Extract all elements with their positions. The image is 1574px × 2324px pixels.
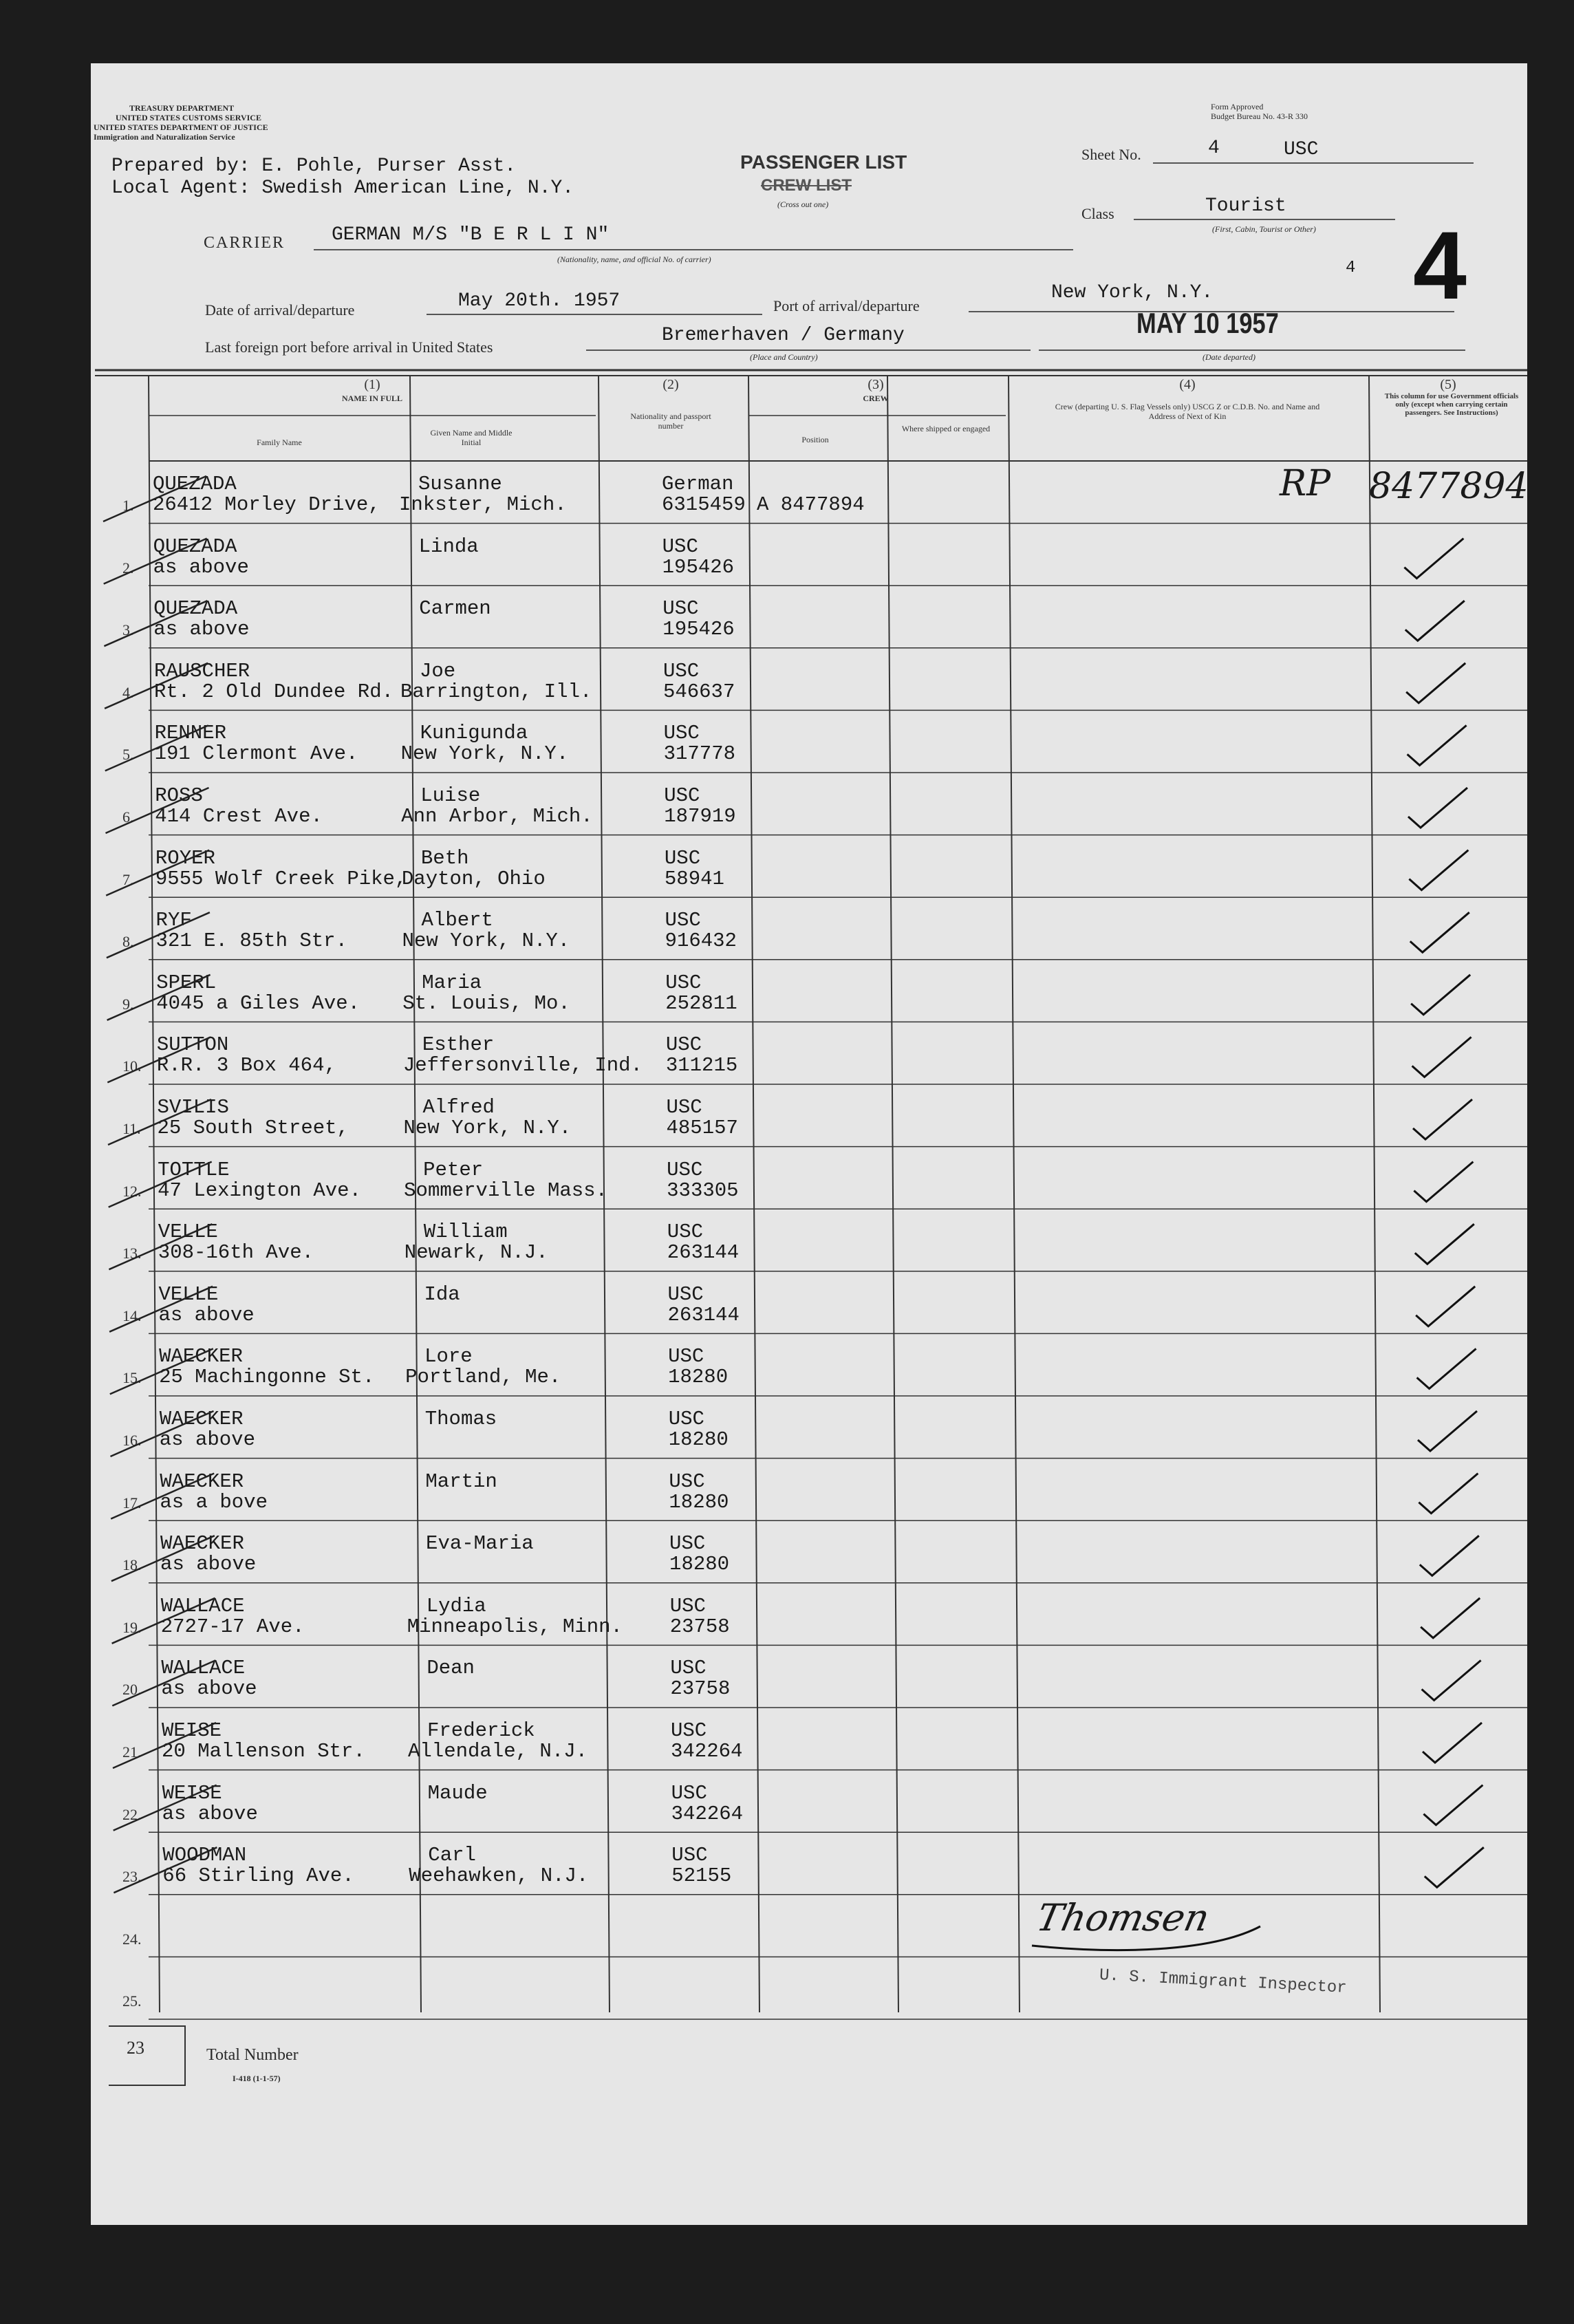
nationality: USC bbox=[665, 971, 702, 994]
row-number: 19. bbox=[122, 1618, 142, 1636]
address: 4045 a Giles Ave. bbox=[156, 991, 360, 1015]
given-name: Linda bbox=[418, 535, 479, 558]
given-name: Luise bbox=[420, 784, 481, 807]
nationality: USC bbox=[665, 909, 701, 932]
place-hint: (Place and Country) bbox=[750, 352, 818, 362]
table-row bbox=[0, 837, 1574, 899]
family-name: ROYER bbox=[155, 846, 215, 870]
dept-line: TREASURY DEPARTMENT bbox=[129, 103, 235, 113]
address: 47 Lexington Ave. bbox=[158, 1179, 361, 1202]
family-name: SPERL bbox=[156, 971, 217, 994]
nationality: USC bbox=[669, 1594, 706, 1617]
port-label: Port of arrival/departure bbox=[773, 297, 920, 314]
address: as a bove bbox=[160, 1490, 268, 1514]
row-number: 21. bbox=[122, 1743, 142, 1761]
form-approved: Form Approved bbox=[1211, 102, 1264, 111]
col1-title: NAME IN FULL bbox=[341, 394, 402, 403]
col4-title: Crew (departing U. S. Flag Vessels only) USCG Z or C.D.B. No. and Name and Address of Next of Kin bbox=[1055, 402, 1320, 421]
class-label: Class bbox=[1081, 205, 1114, 222]
given-name: Martin bbox=[425, 1470, 497, 1493]
port-value: New York, N.Y. bbox=[1051, 282, 1214, 303]
passport-number: 18280 bbox=[668, 1366, 729, 1389]
class-hint: (First, Cabin, Tourist or Other) bbox=[1212, 224, 1316, 234]
row-number: 18. bbox=[122, 1556, 142, 1574]
address-continued: Allendale, N.J. bbox=[408, 1740, 588, 1763]
passport-number: 18280 bbox=[669, 1490, 729, 1514]
address-continued: Barrington, Ill. bbox=[400, 680, 592, 703]
nationality: USC bbox=[670, 1657, 707, 1680]
address: as above bbox=[159, 1428, 255, 1451]
family-name: WOODMAN bbox=[162, 1844, 247, 1867]
address-continued: New York, N.Y. bbox=[403, 1117, 572, 1139]
family-name: RAUSCHER bbox=[153, 659, 250, 682]
sheet-suffix: USC bbox=[1284, 139, 1319, 160]
nationality: USC bbox=[667, 1282, 704, 1306]
address-continued: Dayton, Ohio bbox=[401, 867, 546, 890]
table-row bbox=[0, 1833, 1574, 1895]
table-row bbox=[0, 961, 1574, 1023]
address: 308-16th Ave. bbox=[158, 1241, 314, 1265]
table-row bbox=[0, 1522, 1574, 1584]
nationality: USC bbox=[662, 535, 698, 558]
family-name: WAECKER bbox=[159, 1408, 244, 1430]
address-continued: New York, N.Y. bbox=[402, 929, 570, 953]
given-name: Kunigunda bbox=[420, 722, 528, 745]
passport-number: 485157 bbox=[666, 1117, 738, 1139]
dept-line: UNITED STATES CUSTOMS SERVICE bbox=[116, 113, 261, 122]
prepared-by: Prepared by: E. Pohle, Purser Asst. bbox=[111, 155, 517, 177]
list-title-crossed: CREW LIST bbox=[761, 176, 852, 195]
row-number: 12. bbox=[122, 1182, 142, 1200]
row-number: 22. bbox=[122, 1805, 142, 1823]
family-name: WAECKER bbox=[159, 1345, 243, 1368]
col3-num: (3) bbox=[867, 377, 884, 392]
given-name: William bbox=[423, 1220, 508, 1244]
passport-number: 263144 bbox=[667, 1303, 740, 1326]
given-name: Dean bbox=[427, 1657, 475, 1680]
nationality: USC bbox=[662, 659, 700, 682]
address: as above bbox=[160, 1553, 257, 1576]
given-name: Peter bbox=[423, 1158, 484, 1181]
table-row bbox=[0, 899, 1574, 960]
col5-num: (5) bbox=[1440, 377, 1456, 392]
last-port-value: Bremerhaven / Germany bbox=[662, 325, 905, 346]
sheet-value: 4 bbox=[1208, 138, 1220, 159]
passport-number: 195426 bbox=[662, 618, 735, 641]
nationality: USC bbox=[667, 1158, 703, 1181]
row-number: 5. bbox=[122, 746, 134, 764]
class-mark: 4 bbox=[1346, 259, 1356, 277]
row-number: 25. bbox=[122, 1992, 142, 2010]
col3-where: Where shipped or engaged bbox=[901, 424, 991, 433]
nationality: USC bbox=[664, 846, 701, 870]
address-continued: New York, N.Y. bbox=[400, 742, 569, 766]
address: 20 Mallenson Str. bbox=[162, 1740, 365, 1763]
row-number: 10. bbox=[122, 1057, 142, 1075]
given-name: Maude bbox=[427, 1781, 488, 1805]
table-row bbox=[0, 1646, 1574, 1708]
passport-number: 916432 bbox=[665, 929, 737, 953]
carrier-label: CARRIER bbox=[204, 234, 285, 252]
given-name: Alfred bbox=[422, 1096, 495, 1119]
table-row bbox=[0, 1335, 1574, 1397]
address: R.R. 3 Box 464, bbox=[156, 1054, 336, 1077]
address-continued: Sommerville Mass. bbox=[404, 1179, 607, 1202]
family-name: SVILIS bbox=[157, 1096, 229, 1119]
address: 25 South Street, bbox=[157, 1117, 349, 1139]
family-name: VELLE bbox=[158, 1282, 219, 1306]
alien-registration: A 8477894 bbox=[757, 493, 865, 516]
table-row bbox=[0, 649, 1574, 711]
row-number: 23. bbox=[122, 1868, 142, 1886]
passport-number: 52155 bbox=[671, 1864, 732, 1888]
passport-number: 342264 bbox=[671, 1802, 744, 1825]
family-name: QUEZADA bbox=[153, 597, 238, 621]
family-name: WEISE bbox=[162, 1781, 222, 1805]
given-name: Carl bbox=[428, 1844, 476, 1867]
local-agent: Local Agent: Swedish American Line, N.Y. bbox=[111, 177, 574, 199]
col1-num: (1) bbox=[364, 377, 380, 392]
table-row bbox=[0, 1772, 1574, 1833]
col3-title: CREW bbox=[863, 394, 889, 403]
table-row bbox=[0, 1148, 1574, 1210]
big-sheet-number: 4 bbox=[1413, 211, 1467, 319]
nationality: USC bbox=[663, 722, 700, 745]
total-label: Total Number bbox=[206, 2046, 299, 2064]
nationality: USC bbox=[662, 597, 699, 621]
row-number: 15. bbox=[122, 1369, 142, 1387]
address: 25 Machingonne St. bbox=[159, 1366, 375, 1389]
date-departed-hint: (Date departed) bbox=[1203, 352, 1255, 362]
row-number: 2. bbox=[122, 559, 134, 577]
given-name: Albert bbox=[421, 909, 493, 932]
given-name: Carmen bbox=[419, 597, 491, 621]
list-title: PASSENGER LIST bbox=[740, 151, 907, 173]
passport-number: 18280 bbox=[669, 1553, 730, 1576]
given-name: Joe bbox=[419, 659, 456, 682]
family-name: WEISE bbox=[162, 1719, 222, 1742]
last-port-label: Last foreign port before arrival in United States bbox=[205, 338, 493, 356]
table-row bbox=[0, 525, 1574, 587]
nationality: German bbox=[662, 473, 734, 495]
family-name: QUEZADA bbox=[153, 473, 237, 495]
date-value: May 20th. 1957 bbox=[458, 290, 621, 312]
address: 66 Stirling Ave. bbox=[162, 1864, 354, 1888]
official-annotation-number: 8477894 bbox=[1369, 466, 1529, 507]
dept-line: Immigration and Naturalization Service bbox=[94, 132, 235, 142]
form-number: I-418 (1-1-57) bbox=[233, 2074, 281, 2083]
passport-number: 252811 bbox=[665, 991, 737, 1015]
address: 191 Clermont Ave. bbox=[154, 742, 358, 766]
given-name: Lydia bbox=[426, 1594, 486, 1617]
address-continued: Weehawken, N.J. bbox=[409, 1864, 589, 1888]
address: 9555 Wolf Creek Pike, bbox=[155, 867, 407, 890]
table-row bbox=[0, 1896, 1574, 1958]
table-row bbox=[0, 1273, 1574, 1335]
table-row bbox=[0, 1584, 1574, 1646]
table-row bbox=[0, 1023, 1574, 1085]
passport-number: 342264 bbox=[671, 1740, 743, 1763]
family-name: ROSS bbox=[155, 784, 203, 807]
nationality: USC bbox=[667, 1220, 704, 1244]
col1-family: Family Name bbox=[257, 438, 302, 447]
address: as above bbox=[162, 1802, 258, 1825]
passport-number: 6315459 bbox=[662, 493, 746, 516]
passport-number: 311215 bbox=[665, 1054, 738, 1077]
total-value: 23 bbox=[127, 2038, 144, 2058]
row-number: 9. bbox=[122, 995, 134, 1013]
passport-number: 317778 bbox=[663, 742, 736, 766]
family-name: WALLACE bbox=[160, 1594, 245, 1617]
given-name: Maria bbox=[422, 971, 482, 994]
table-row bbox=[0, 1460, 1574, 1522]
col2-title: Nationality and passport number bbox=[630, 411, 711, 431]
given-name: Eva-Maria bbox=[426, 1532, 534, 1556]
family-name: QUEZADA bbox=[153, 535, 237, 558]
given-name: Frederick bbox=[427, 1719, 535, 1742]
table-row bbox=[0, 462, 1574, 524]
address: 26412 Morley Drive, bbox=[153, 493, 380, 516]
family-name: TOTTLE bbox=[158, 1158, 230, 1181]
table-row bbox=[0, 1709, 1574, 1771]
row-number: 17. bbox=[122, 1494, 142, 1511]
nationality: USC bbox=[665, 1033, 702, 1057]
nationality: USC bbox=[671, 1844, 708, 1867]
row-number: 16. bbox=[122, 1432, 142, 1449]
address-continued: Jeffersonville, Ind. bbox=[402, 1054, 643, 1077]
nationality: USC bbox=[666, 1096, 702, 1119]
row-number: 7. bbox=[122, 870, 134, 888]
address-continued: Newark, N.J. bbox=[404, 1241, 548, 1265]
passport-number: 58941 bbox=[664, 867, 724, 890]
nationality: USC bbox=[671, 1781, 707, 1805]
nationality: USC bbox=[671, 1719, 707, 1742]
col2-num: (2) bbox=[662, 377, 679, 392]
address: as above bbox=[153, 555, 249, 579]
passport-number: 18280 bbox=[668, 1428, 729, 1451]
row-number: 8. bbox=[122, 933, 134, 951]
row-number: 14. bbox=[122, 1306, 142, 1324]
passport-number: 23758 bbox=[670, 1677, 731, 1701]
given-name: Beth bbox=[420, 846, 469, 870]
passport-number: 546637 bbox=[662, 680, 735, 703]
row-number: 4. bbox=[122, 683, 134, 701]
address-continued: St. Louis, Mo. bbox=[402, 991, 570, 1015]
family-name: WAECKER bbox=[160, 1532, 244, 1556]
family-name: SUTTON bbox=[156, 1033, 229, 1057]
nationality: USC bbox=[668, 1408, 704, 1430]
given-name: Ida bbox=[424, 1282, 460, 1306]
col1-given: Given Name and Middle Initial bbox=[430, 428, 513, 447]
passport-number: 187919 bbox=[664, 805, 736, 828]
table-row bbox=[0, 711, 1574, 773]
address: 2727-17 Ave. bbox=[160, 1615, 305, 1638]
given-name: Esther bbox=[422, 1033, 495, 1057]
address-continued: Ann Arbor, Mich. bbox=[401, 805, 593, 828]
family-name: RENNER bbox=[154, 722, 227, 745]
given-name: Thomas bbox=[424, 1408, 497, 1430]
carrier-value: GERMAN M/S "B E R L I N" bbox=[332, 224, 610, 246]
nationality: USC bbox=[668, 1345, 704, 1368]
address: 414 Crest Ave. bbox=[155, 805, 323, 828]
total-box bbox=[109, 2025, 186, 2086]
nationality: USC bbox=[664, 784, 700, 807]
family-name: VELLE bbox=[158, 1220, 218, 1244]
table-row bbox=[0, 587, 1574, 649]
table-row bbox=[0, 1210, 1574, 1272]
passport-number: 333305 bbox=[667, 1179, 739, 1202]
address: as above bbox=[158, 1303, 255, 1326]
address: Rt. 2 Old Dundee Rd. bbox=[153, 680, 394, 703]
date-label: Date of arrival/departure bbox=[205, 301, 355, 319]
inspector-signature: Thomsen bbox=[1033, 1896, 1214, 1939]
passport-number: 23758 bbox=[669, 1615, 730, 1638]
given-name: Susanne bbox=[418, 473, 502, 495]
address-continued: Portland, Me. bbox=[405, 1366, 561, 1389]
family-name: WAECKER bbox=[160, 1470, 244, 1493]
row-number: 1. bbox=[122, 497, 134, 514]
row-number: 11. bbox=[122, 1120, 141, 1137]
cross-out-hint: (Cross out one) bbox=[777, 200, 829, 209]
col3-position: Position bbox=[801, 435, 829, 444]
row-number: 3. bbox=[122, 621, 134, 639]
table-row bbox=[0, 1397, 1574, 1459]
passport-number: 195426 bbox=[662, 555, 735, 579]
nationality: USC bbox=[669, 1470, 705, 1493]
given-name: Lore bbox=[424, 1345, 473, 1368]
dept-line: UNITED STATES DEPARTMENT OF JUSTICE bbox=[94, 122, 268, 132]
address: as above bbox=[153, 618, 250, 641]
official-annotation: RP bbox=[1280, 463, 1331, 504]
address: 321 E. 85th Str. bbox=[155, 929, 347, 953]
date-departed-stamp: MAY 10 1957 bbox=[1136, 307, 1279, 339]
address-continued: Minneapolis, Minn. bbox=[407, 1615, 623, 1638]
col4-num: (4) bbox=[1179, 377, 1196, 392]
row-number: 13. bbox=[122, 1245, 142, 1262]
form-approved: Budget Bureau No. 43-R 330 bbox=[1211, 111, 1308, 121]
address: as above bbox=[161, 1677, 257, 1701]
table-row bbox=[0, 774, 1574, 836]
nationality: USC bbox=[669, 1532, 706, 1556]
row-number: 24. bbox=[122, 1930, 142, 1948]
col5-title: This column for use Government officials only (except when carrying certain passengers. See Instructions) bbox=[1384, 392, 1519, 417]
sheet-label: Sheet No. bbox=[1081, 146, 1141, 163]
carrier-hint: (Nationality, name, and official No. of carrier) bbox=[557, 255, 711, 264]
passport-number: 263144 bbox=[667, 1241, 740, 1265]
address-continued: Inkster, Mich. bbox=[399, 493, 567, 516]
inspector-label: U. S. Immigrant Inspector bbox=[1099, 1966, 1348, 1998]
class-value: Tourist bbox=[1205, 195, 1286, 217]
table-row bbox=[0, 1086, 1574, 1148]
family-name: WALLACE bbox=[161, 1657, 246, 1680]
row-number: 20. bbox=[122, 1681, 142, 1699]
row-number: 6. bbox=[122, 808, 134, 826]
family-name: RYF bbox=[155, 909, 192, 932]
